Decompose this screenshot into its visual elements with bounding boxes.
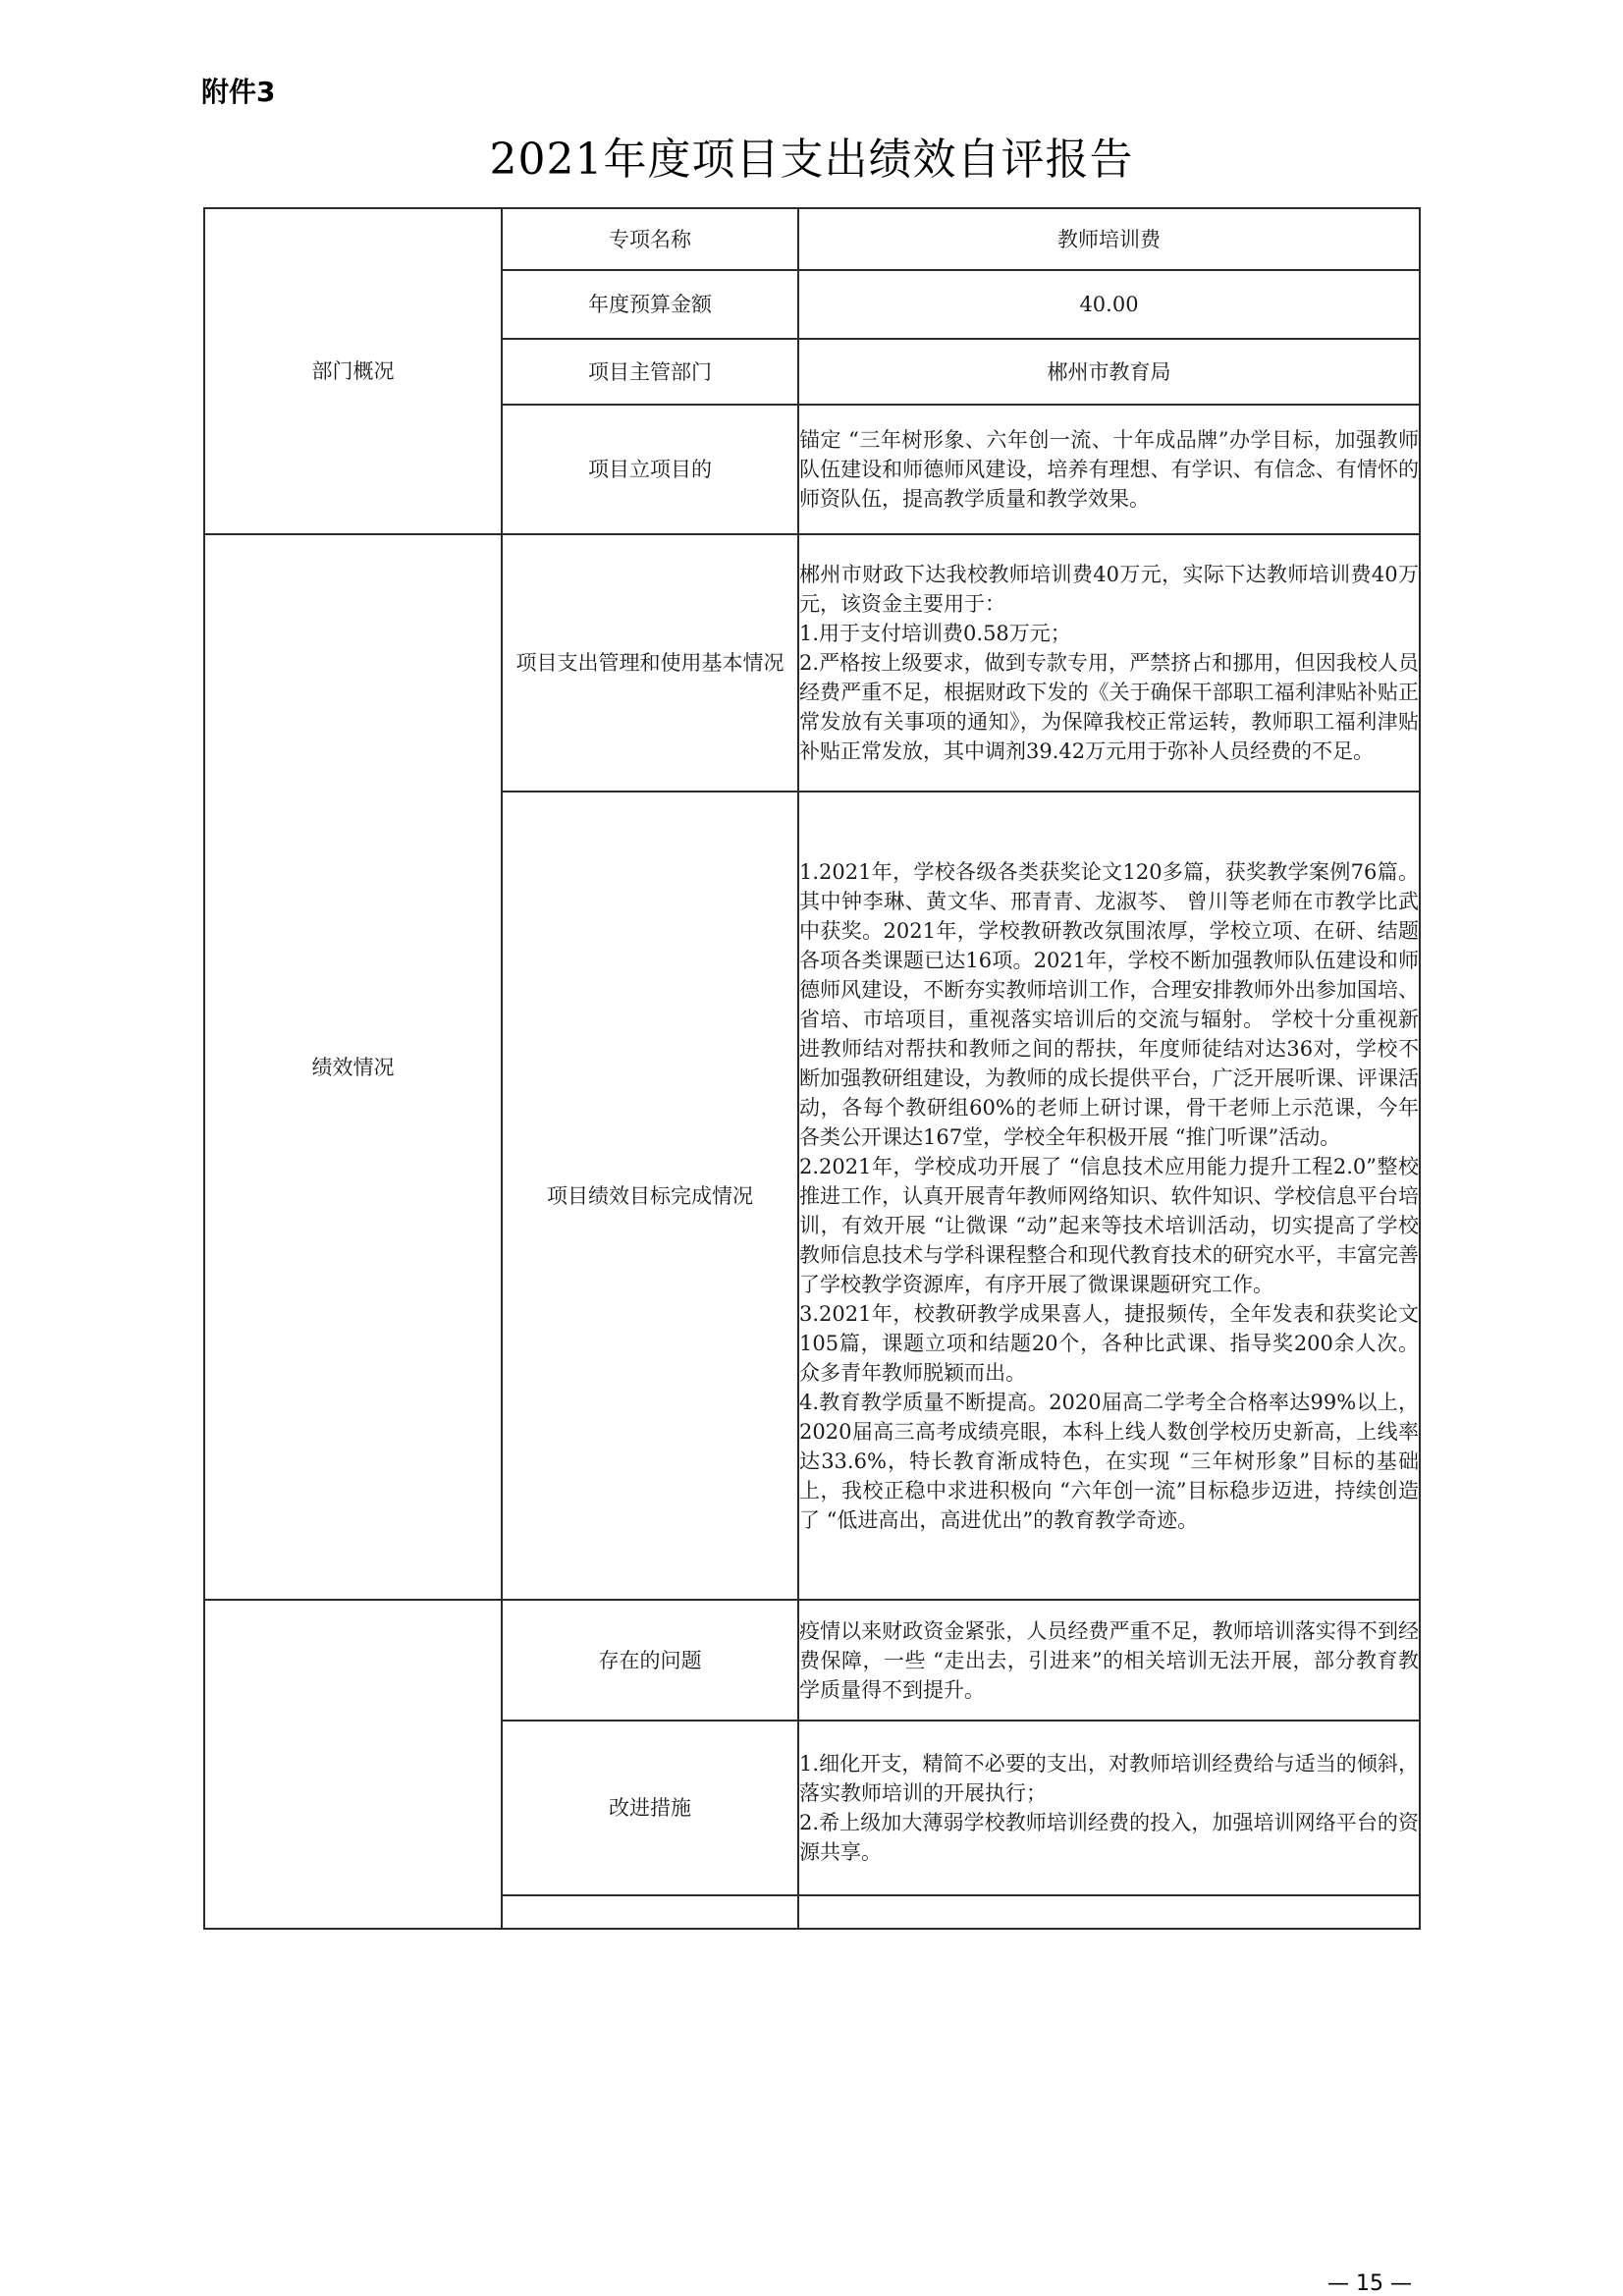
- row-problems: [204, 1600, 1420, 1721]
- value-dept-in-charge: 郴州市教育局: [798, 339, 1420, 405]
- goal-completion-text: 1.2021年，学校各级各类获奖论文120多篇，获奖教学案例76篇。其中钟李琳、黄文华、邢青青、龙淑芩、 曾川等老师在市教学比武中获奖。2021年，学校教研教改氛围浓厚，学校立项、在研、结题各项各类课题已达16项。2021年，学校不断加强教师队伍建设和师德师风建设，不断夯实教师培训工作，合理安排教师外出参加国培、省培、市培项目，重视落实培训后的交流与辐射。 学校十分重视新进教师结对帮扶和教师之间的帮扶，年度师徒结对达36对，学校不断加强教研组建设，为教师的成长提供平台，广泛开展听课、评课活动，各每个教研组60%的老师上研讨课，骨干老师上示范课，今年各类公开课达167堂，学校全年积极开展 “推门听课”活动。 2.2021年，学校成功开展了 “信息技术应用能力提升工程2.0”整校推进工作，认真开展青年教师网络知识、软件知识、学校信息平台培训，有效开展 “让微课 “动”起来等技术培训活动，切实提高了学校教师信息技术与学科课程整合和现代教育技术的研究水平，丰富完善了学校教学资源库，有序开展了微课课题研究工作。 3.2021年，校教研教学成果喜人，捷报频传，全年发表和获奖论文105篇，课题立项和结题20个，各种比武课、指导奖200余人次。众多青年教师脱颖而出。 4.教育教学质量不断提高。2020届高二学考全合格率达99%以上，2020届高三高考成绩亮眼，本科上线人数创学校历史新高，上线率达33.6%，特长教育渐成特色，在实现 “三年树形象”目标的基础上，我校正稳中求进积极向 “六年创一流”目标稳步迈进，持续创造了 “低进高出，高进优出”的教育教学奇迹。: [799, 859, 1419, 1532]
- label-expenditure: 项目支出管理和使用基本情况: [502, 534, 798, 792]
- label-project-name: 专项名称: [502, 208, 798, 270]
- label-goal-completion: 项目绩效目标完成情况: [502, 792, 798, 1600]
- project-purpose-text: 锚定 “三年树形象、六年创一流、十年成品牌”办学目标，加强教师队伍建设和师德师风建设，培养有理想、有学识、有信念、有情怀的师资队伍，提高教学质量和教学效果。: [799, 428, 1419, 511]
- attachment-label: 附件3: [201, 76, 276, 108]
- empty-cell-value: [798, 1895, 1420, 1929]
- empty-cell-label: [502, 1895, 798, 1929]
- improvements-text: 1.细化开支，精简不必要的支出，对教师培训经费给与适当的倾斜，落实教师培训的开展执行； 2.希上级加大薄弱学校教师培训经费的投入，加强培训网络平台的资源共享。: [799, 1752, 1419, 1864]
- label-project-purpose: 项目立项目的: [502, 405, 798, 534]
- value-project-name: 教师培训费: [798, 208, 1420, 270]
- performance-report-table: [203, 207, 1421, 1930]
- row-project-name: [204, 208, 1420, 270]
- label-annual-budget: 年度预算金额: [502, 270, 798, 339]
- page-number: — 15 —: [1327, 2271, 1412, 2296]
- report-title: 2021年度项目支出绩效自评报告: [489, 135, 1134, 185]
- label-improvements: 改进措施: [502, 1721, 798, 1895]
- expenditure-text: 郴州市财政下达我校教师培训费40万元，实际下达教师培训费40万元，该资金主要用于： 1.用于支付培训费0.58万元； 2.严格按上级要求，做到专款专用，严禁挤占和挪用，但因我校人员经费严重不足，根据财政下发的《关于确保干部职工福利津贴补贴正常发放有关事项的通知》，为保障我校正常运转，教师职工福利津贴补贴正常发放，其中调剂39.42万元用于弥补人员经费的不足。: [799, 563, 1419, 763]
- value-expenditure: [798, 534, 1420, 792]
- value-annual-budget: 40.00: [798, 270, 1420, 339]
- section-performance: 绩效情况: [204, 534, 502, 1600]
- problems-text: 疫情以来财政资金紧张，人员经费严重不足，教师培训落实得不到经费保障，一些 “走出去，引进来”的相关培训无法开展，部分教育教学质量得不到提升。: [799, 1618, 1419, 1702]
- value-goal-completion: [798, 792, 1420, 1600]
- row-expenditure: [204, 534, 1420, 792]
- label-problems: 存在的问题: [502, 1600, 798, 1721]
- value-improvements: [798, 1721, 1420, 1895]
- section-blank: [204, 1600, 502, 1929]
- value-project-purpose: [798, 405, 1420, 534]
- label-dept-in-charge: 项目主管部门: [502, 339, 798, 405]
- value-problems: [798, 1600, 1420, 1721]
- section-dept-overview: 部门概况: [204, 208, 502, 534]
